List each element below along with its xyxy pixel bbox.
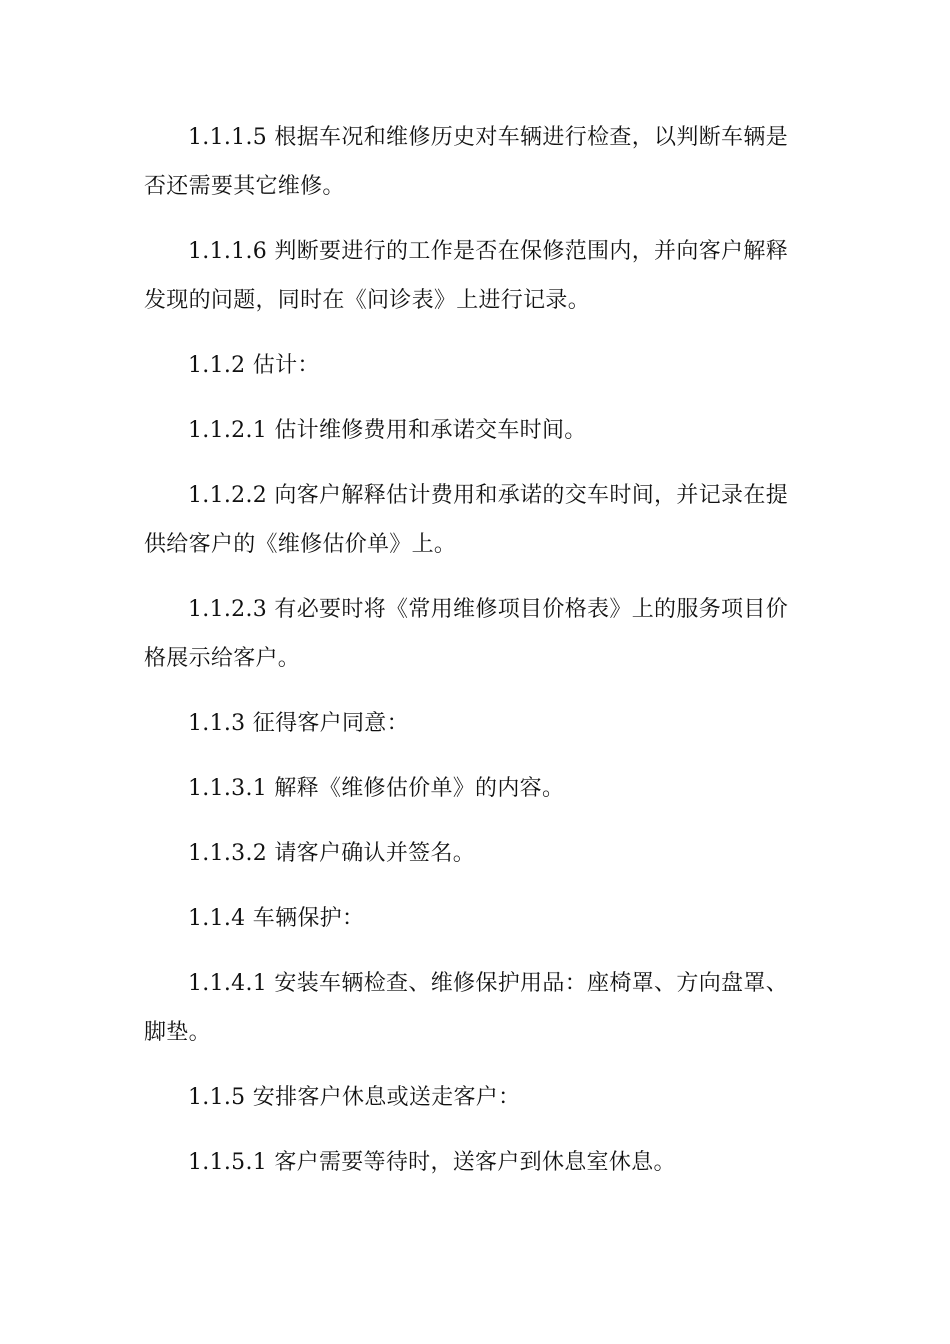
document-body — [144, 113, 788, 1203]
paragraph-1-1-2-3: 1.1.2.3 有必要时将《常用维修项目价格表》上的服务项目价格展示给客户。 — [144, 597, 788, 671]
paragraph-1-1-3-2: 1.1.3.2 请客户确认并签名。 — [188, 841, 476, 866]
heading-1-1-2: 1.1.2 估计： — [188, 353, 320, 378]
heading-1-1-3: 1.1.3 征得客户同意： — [188, 711, 409, 736]
paragraph-1-1-3-1: 1.1.3.1 解释《维修估价单》的内容。 — [188, 776, 565, 801]
heading-1-1-4: 1.1.4 车辆保护： — [188, 906, 365, 931]
paragraph-1-1-2-1: 1.1.2.1 估计维修费用和承诺交车时间。 — [188, 418, 587, 443]
paragraph-1-1-4-1: 1.1.4.1 安装车辆检查、维修保护用品：座椅罩、方向盘罩、脚垫。 — [144, 971, 788, 1045]
heading-1-1-5: 1.1.5 安排客户休息或送走客户： — [188, 1085, 521, 1110]
paragraph-1-1-5-1: 1.1.5.1 客户需要等待时，送客户到休息室休息。 — [188, 1150, 676, 1175]
paragraph-1-1-2-2: 1.1.2.2 向客户解释估计费用和承诺的交车时间，并记录在提供给客户的《维修估价单》上。 — [144, 483, 788, 557]
paragraph-1-1-1-5: 1.1.1.5 根据车况和维修历史对车辆进行检查，以判断车辆是否还需要其它维修。 — [144, 125, 788, 199]
paragraph-1-1-1-6: 1.1.1.6 判断要进行的工作是否在保修范围内，并向客户解释发现的问题，同时在《问诊表》上进行记录。 — [144, 239, 788, 313]
